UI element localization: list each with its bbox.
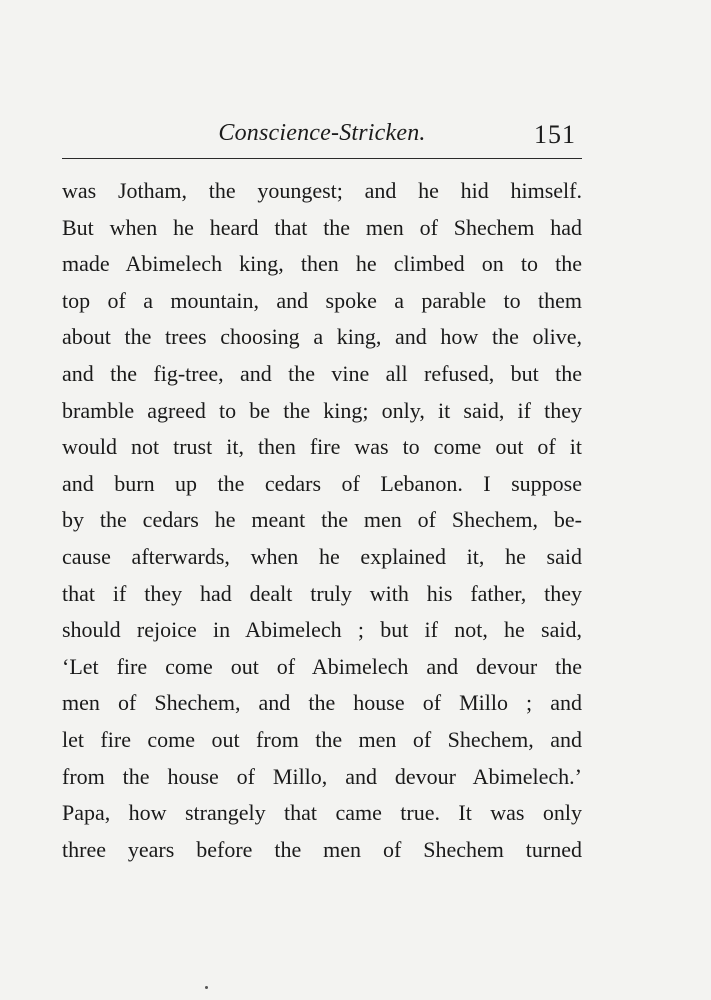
text-line: let fire come out from the men of Shechem, and: [62, 726, 582, 752]
text-line: top of a mountain, and spoke a parable to them: [62, 287, 582, 313]
body-text: [62, 173, 582, 868]
text-line: about the trees choosing a king, and how the olive,: [62, 324, 582, 350]
text-line: should rejoice in Abimelech ; but if not, he said,: [62, 617, 582, 643]
text-line: Papa, how strangely that came true. It was only: [62, 800, 582, 826]
text-line: bramble agreed to be the king; only, it said, if they: [62, 397, 582, 423]
text-line: that if they had dealt truly with his father, they: [62, 580, 582, 606]
page-header: [62, 120, 582, 154]
running-title: Conscience-Stricken.: [218, 120, 426, 146]
text-line: and the fig-tree, and the vine all refused, but the: [62, 360, 582, 386]
text-line: from the house of Millo, and devour Abimelech.’: [62, 763, 582, 789]
text-line: men of Shechem, and the house of Millo ; and: [62, 690, 582, 716]
text-line: But when he heard that the men of Shechem had: [62, 214, 582, 240]
text-line: would not trust it, then fire was to come out of it: [62, 434, 582, 460]
text-line: three years before the men of Shechem turned: [62, 836, 582, 862]
text-line: and burn up the cedars of Lebanon. I suppose: [62, 470, 582, 496]
header-rule: [62, 158, 582, 159]
text-line: was Jotham, the youngest; and he hid himself.: [62, 178, 582, 203]
page-number: 151: [534, 120, 576, 149]
text-line: made Abimelech king, then he climbed on to the: [62, 251, 582, 277]
text-line: ‘Let fire come out of Abimelech and devour the: [62, 653, 582, 679]
text-line: cause afterwards, when he explained it, he said: [62, 543, 582, 569]
text-line: by the cedars he meant the men of Shechem, be-: [62, 507, 582, 533]
paper-speck: [205, 986, 208, 989]
